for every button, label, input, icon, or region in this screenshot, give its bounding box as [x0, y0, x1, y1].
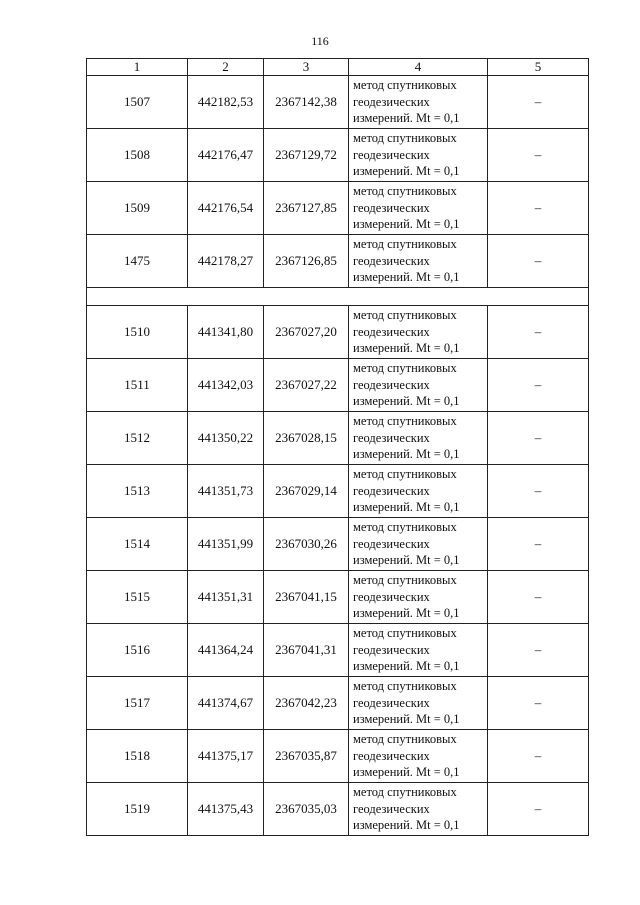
point-number-cell: 1515	[87, 571, 188, 624]
method-cell	[349, 730, 488, 783]
method-cell	[349, 571, 488, 624]
method-cell	[349, 129, 488, 182]
table-row	[87, 624, 589, 677]
method-cell	[349, 359, 488, 412]
method-cell	[349, 465, 488, 518]
method-line: метод спутниковых	[353, 414, 457, 429]
x-coordinate-cell: 442178,27	[188, 235, 264, 288]
point-number-cell: 1507	[87, 76, 188, 129]
y-coordinate-cell: 2367142,38	[264, 76, 349, 129]
method-line: метод спутниковых	[353, 785, 457, 800]
y-coordinate-cell: 2367035,03	[264, 783, 349, 836]
method-line: геодезических	[353, 94, 430, 109]
note-cell: –	[488, 412, 589, 465]
x-coordinate-cell: 441375,43	[188, 783, 264, 836]
method-line: геодезических	[353, 695, 430, 710]
point-number-cell: 1475	[87, 235, 188, 288]
note-cell: –	[488, 182, 589, 235]
column-header: 3	[264, 59, 349, 76]
method-line: измерений. Mt = 0,1	[353, 712, 460, 727]
method-line: измерений. Mt = 0,1	[353, 500, 460, 515]
method-line: геодезических	[353, 324, 430, 339]
method-line: измерений. Mt = 0,1	[353, 341, 460, 356]
method-line: метод спутниковых	[353, 308, 457, 323]
y-coordinate-cell: 2367041,31	[264, 624, 349, 677]
method-line: геодезических	[353, 642, 430, 657]
method-line: геодезических	[353, 536, 430, 551]
method-line: геодезических	[353, 801, 430, 816]
method-line: измерений. Mt = 0,1	[353, 217, 460, 232]
point-number-cell: 1518	[87, 730, 188, 783]
table-row	[87, 571, 589, 624]
table-row	[87, 465, 589, 518]
column-header: 1	[87, 59, 188, 76]
table-row	[87, 412, 589, 465]
method-line: измерений. Mt = 0,1	[353, 765, 460, 780]
x-coordinate-cell: 441364,24	[188, 624, 264, 677]
note-cell: –	[488, 465, 589, 518]
method-line: метод спутниковых	[353, 679, 457, 694]
table-row	[87, 76, 589, 129]
method-line: геодезических	[353, 483, 430, 498]
y-coordinate-cell: 2367042,23	[264, 677, 349, 730]
note-cell: –	[488, 129, 589, 182]
method-line: измерений. Mt = 0,1	[353, 553, 460, 568]
y-coordinate-cell: 2367030,26	[264, 518, 349, 571]
y-coordinate-cell: 2367127,85	[264, 182, 349, 235]
point-number-cell: 1517	[87, 677, 188, 730]
y-coordinate-cell: 2367029,14	[264, 465, 349, 518]
note-cell: –	[488, 783, 589, 836]
method-line: метод спутниковых	[353, 520, 457, 535]
method-cell	[349, 306, 488, 359]
table-row	[87, 518, 589, 571]
table-row	[87, 783, 589, 836]
method-line: измерений. Mt = 0,1	[353, 606, 460, 621]
note-cell: –	[488, 677, 589, 730]
separator-row	[87, 288, 589, 306]
method-line: геодезических	[353, 748, 430, 763]
method-line: измерений. Mt = 0,1	[353, 270, 460, 285]
x-coordinate-cell: 441375,17	[188, 730, 264, 783]
table-row	[87, 306, 589, 359]
table-row	[87, 677, 589, 730]
method-line: метод спутниковых	[353, 361, 457, 376]
x-coordinate-cell: 442176,54	[188, 182, 264, 235]
column-header: 2	[188, 59, 264, 76]
y-coordinate-cell: 2367027,22	[264, 359, 349, 412]
method-line: метод спутниковых	[353, 626, 457, 641]
table-row	[87, 359, 589, 412]
method-line: метод спутниковых	[353, 184, 457, 199]
table-row	[87, 129, 589, 182]
page-number: 116	[311, 34, 329, 48]
method-line: метод спутниковых	[353, 467, 457, 482]
method-line: измерений. Mt = 0,1	[353, 394, 460, 409]
note-cell: –	[488, 306, 589, 359]
method-line: измерений. Mt = 0,1	[353, 164, 460, 179]
method-line: метод спутниковых	[353, 237, 457, 252]
point-number-cell: 1510	[87, 306, 188, 359]
point-number-cell: 1511	[87, 359, 188, 412]
table-row	[87, 235, 589, 288]
method-line: геодезических	[353, 377, 430, 392]
point-number-cell: 1508	[87, 129, 188, 182]
method-line: метод спутниковых	[353, 732, 457, 747]
method-cell	[349, 182, 488, 235]
point-number-cell: 1512	[87, 412, 188, 465]
x-coordinate-cell: 441351,31	[188, 571, 264, 624]
note-cell: –	[488, 571, 589, 624]
method-line: геодезических	[353, 147, 430, 162]
x-coordinate-cell: 441350,22	[188, 412, 264, 465]
method-cell	[349, 783, 488, 836]
note-cell: –	[488, 359, 589, 412]
y-coordinate-cell: 2367028,15	[264, 412, 349, 465]
method-cell	[349, 677, 488, 730]
y-coordinate-cell: 2367041,15	[264, 571, 349, 624]
y-coordinate-cell: 2367126,85	[264, 235, 349, 288]
point-number-cell: 1516	[87, 624, 188, 677]
method-line: геодезических	[353, 253, 430, 268]
x-coordinate-cell: 441351,73	[188, 465, 264, 518]
y-coordinate-cell: 2367035,87	[264, 730, 349, 783]
method-cell	[349, 518, 488, 571]
method-line: геодезических	[353, 200, 430, 215]
point-number-cell: 1514	[87, 518, 188, 571]
method-line: геодезических	[353, 430, 430, 445]
method-cell	[349, 235, 488, 288]
method-line: геодезических	[353, 589, 430, 604]
table-row	[87, 730, 589, 783]
x-coordinate-cell: 441341,80	[188, 306, 264, 359]
note-cell: –	[488, 730, 589, 783]
note-cell: –	[488, 624, 589, 677]
method-line: метод спутниковых	[353, 131, 457, 146]
method-line: измерений. Mt = 0,1	[353, 659, 460, 674]
note-cell: –	[488, 518, 589, 571]
y-coordinate-cell: 2367129,72	[264, 129, 349, 182]
x-coordinate-cell: 442182,53	[188, 76, 264, 129]
method-cell	[349, 76, 488, 129]
x-coordinate-cell: 441342,03	[188, 359, 264, 412]
x-coordinate-cell: 441351,99	[188, 518, 264, 571]
method-line: метод спутниковых	[353, 78, 457, 93]
method-line: измерений. Mt = 0,1	[353, 447, 460, 462]
separator-cell	[87, 288, 589, 306]
point-number-cell: 1519	[87, 783, 188, 836]
note-cell: –	[488, 76, 589, 129]
header-row	[87, 59, 589, 76]
y-coordinate-cell: 2367027,20	[264, 306, 349, 359]
column-header: 5	[488, 59, 589, 76]
x-coordinate-cell: 442176,47	[188, 129, 264, 182]
method-cell	[349, 412, 488, 465]
table-row	[87, 182, 589, 235]
x-coordinate-cell: 441374,67	[188, 677, 264, 730]
point-number-cell: 1513	[87, 465, 188, 518]
method-line: измерений. Mt = 0,1	[353, 111, 460, 126]
point-number-cell: 1509	[87, 182, 188, 235]
method-line: метод спутниковых	[353, 573, 457, 588]
coordinates-table	[86, 58, 589, 836]
method-line: измерений. Mt = 0,1	[353, 818, 460, 833]
note-cell: –	[488, 235, 589, 288]
column-header: 4	[349, 59, 488, 76]
method-cell	[349, 624, 488, 677]
